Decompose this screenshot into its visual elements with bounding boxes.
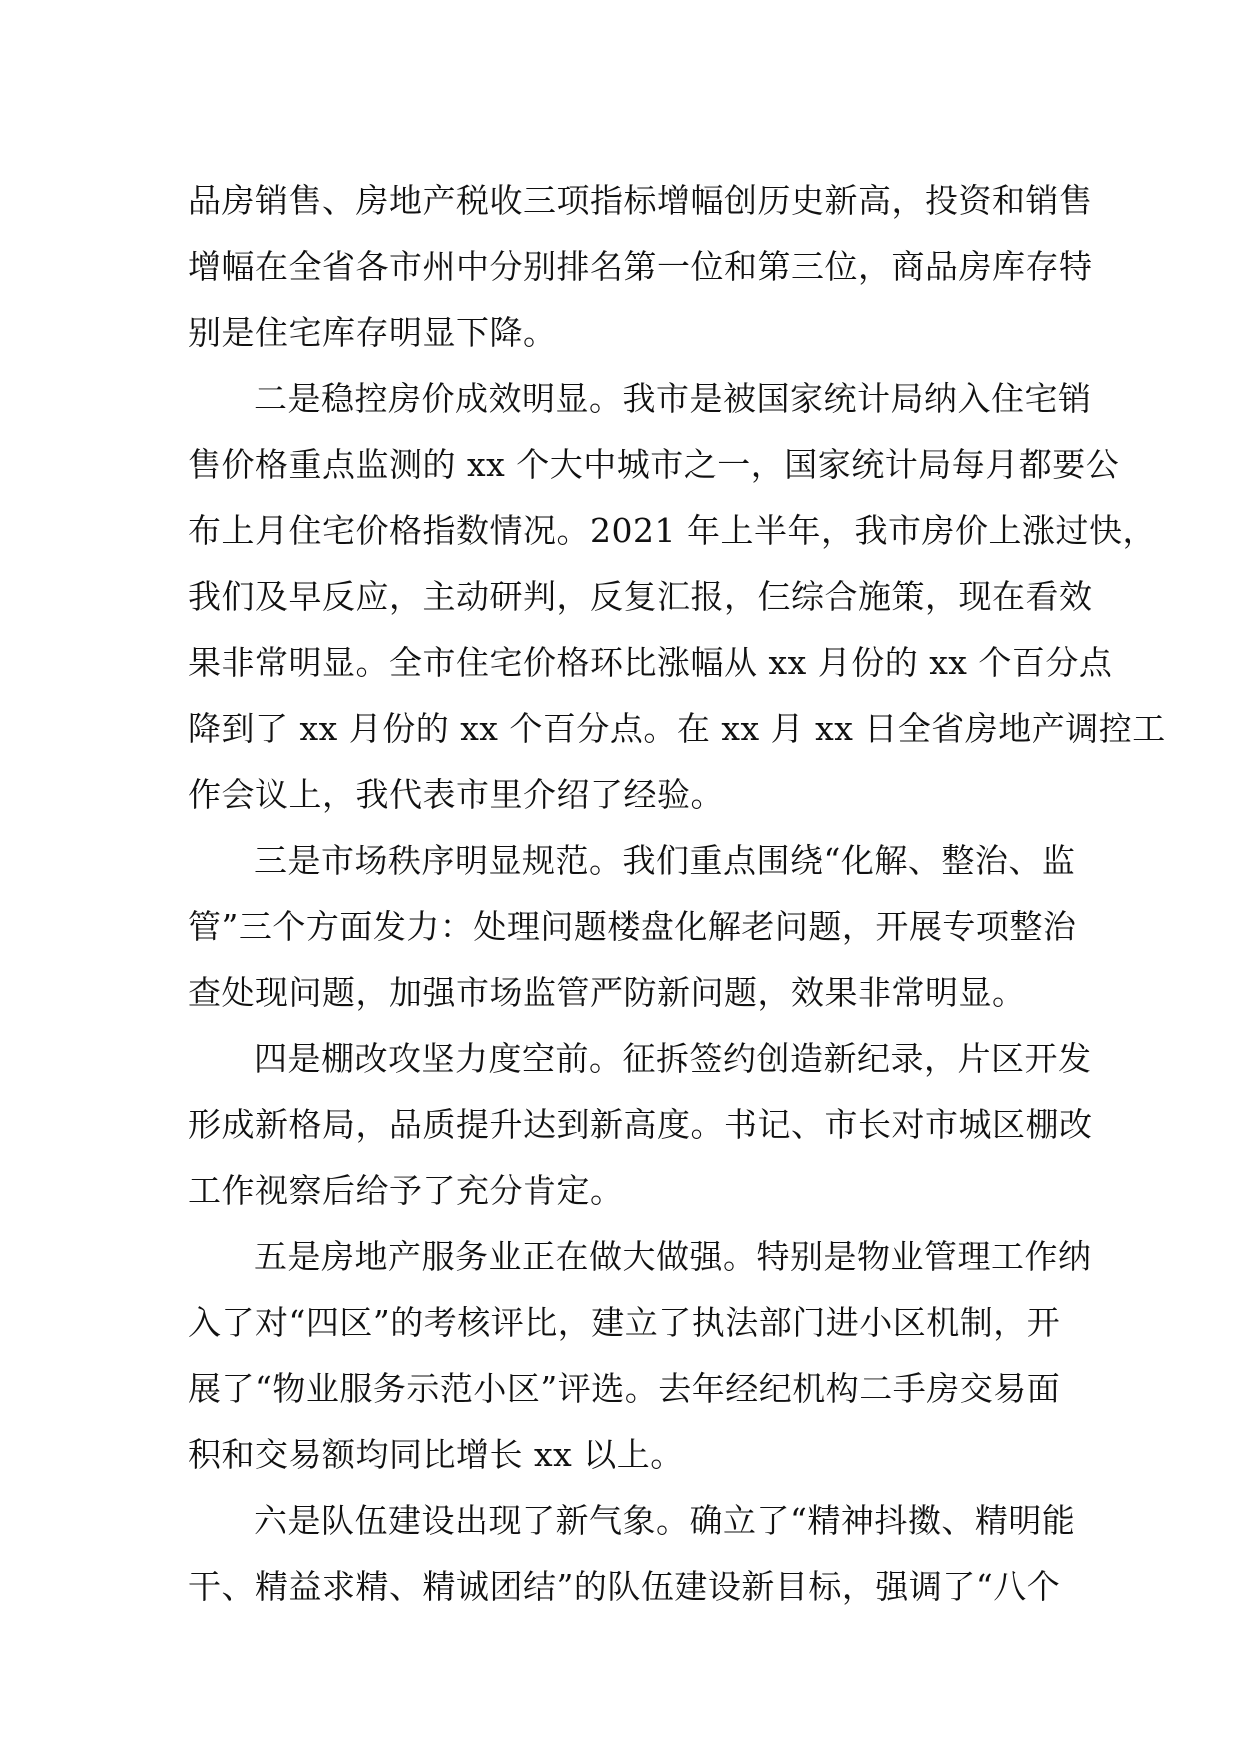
text-line: 干、精益求精、精诚团结”的队伍建设新目标，强调了“八个 (188, 1567, 1061, 1606)
text-line: 品房销售、房地产税收三项指标增幅创历史新高，投资和销售 (188, 181, 1093, 220)
paragraph (188, 828, 1088, 1026)
paragraph (188, 366, 1166, 828)
text-line: 查处现问题，加强市场监管严防新问题，效果非常明显。 (188, 973, 1026, 1012)
text-line: 布上月住宅价格指数情况。2021 年上半年，我市房价上涨过快， (188, 511, 1156, 550)
text-line: 展了“物业服务示范小区”评选。去年经纪机构二手房交易面 (188, 1369, 1061, 1408)
text-line: 工作视察后给予了充分肯定。 (188, 1171, 624, 1210)
text-line: 售价格重点监测的 xx 个大中城市之一，国家统计局每月都要公 (188, 445, 1120, 484)
text-line: 入了对“四区”的考核评比，建立了执法部门进小区机制，开 (188, 1303, 1061, 1342)
paragraph (188, 1224, 1092, 1488)
text-line: 别是住宅库存明显下降。 (188, 313, 557, 352)
text-line: 三是市场秩序明显规范。我们重点围绕“化解、整治、监 (254, 841, 1076, 880)
paragraph (188, 168, 1093, 366)
text-line: 降到了 xx 月份的 xx 个百分点。在 xx 月 xx 日全省房地产调控工 (188, 709, 1166, 748)
text-line: 我们及早反应，主动研判，反复汇报，仨综合施策，现在看效 (188, 577, 1093, 616)
document-body (188, 168, 1166, 1620)
text-line: 作会议上，我代表市里介绍了经验。 (188, 775, 724, 814)
paragraph (188, 1488, 1088, 1620)
text-line: 果非常明显。全市住宅价格环比涨幅从 xx 月份的 xx 个百分点 (188, 643, 1113, 682)
paragraph (188, 1026, 1093, 1224)
text-line: 四是棚改攻坚力度空前。征拆签约创造新纪录，片区开发 (254, 1039, 1092, 1078)
text-line: 增幅在全省各市州中分别排名第一位和第三位，商品房库存特 (188, 247, 1093, 286)
text-line: 形成新格局，品质提升达到新高度。书记、市长对市城区棚改 (188, 1105, 1093, 1144)
text-line: 五是房地产服务业正在做大做强。特别是物业管理工作纳 (254, 1237, 1092, 1276)
text-line: 六是队伍建设出现了新气象。确立了“精神抖擞、精明能 (254, 1501, 1076, 1540)
text-line: 管”三个方面发力：处理问题楼盘化解老问题，开展专项整治 (188, 907, 1077, 946)
text-line: 积和交易额均同比增长 xx 以上。 (188, 1435, 684, 1474)
text-line: 二是稳控房价成效明显。我市是被国家统计局纳入住宅销 (254, 379, 1092, 418)
